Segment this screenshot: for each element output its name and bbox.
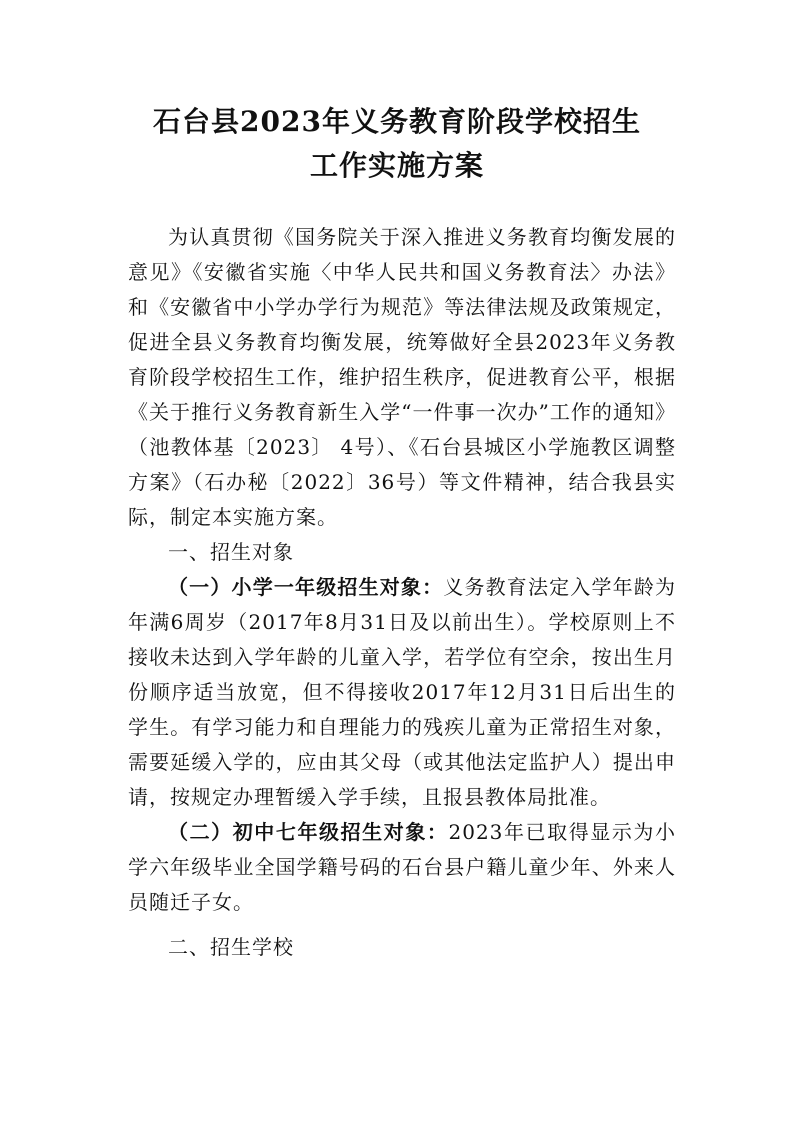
paragraph-text-primary: 义务教育法定入学年龄为年满6周岁（2017年8月31日及以前出生）。学校原则上不接收未达到入学年龄的儿童入学，若学位有空余，按出生月份顺序适当放宽，但不得接收2017年12月31日后出生的学生。有学习能力和自理能力的残疾儿童为正常招生对象，需要延缓入学的，应由其父母（或其他法定监护人）提出申请，按规定办理暂缓入学手续，且报县教体局批准。 (128, 575, 677, 809)
document-title-line-2: 工作实施方案 (309, 149, 484, 182)
document-title-line-1: 石台县2023年义务教育阶段学校招生 (153, 105, 641, 138)
paragraph-lead-junior: （二）初中七年级招生对象： (168, 820, 449, 844)
section-heading-enrollment-schools: 二、招生学校 (168, 935, 294, 959)
paragraph-primary-enrollment (128, 570, 676, 815)
paragraph-text-junior: 2023年已取得显示为小学六年级毕业全国学籍号码的石台县户籍儿童少年、外来人员随迁子女。 (128, 820, 677, 914)
section-heading-enrollment-targets: 一、招生对象 (168, 540, 294, 564)
paragraph-lead-primary: （一）小学一年级招生对象： (168, 575, 444, 599)
paragraph-junior-enrollment (128, 815, 676, 920)
document-title (0, 100, 794, 188)
intro-paragraph: 为认真贯彻《国务院关于深入推进义务教育均衡发展的意见》《安徽省实施〈中华人民共和国义务教育法〉办法》和《安徽省中小学办学行为规范》等法律法规及政策规定，促进全县义务教育均衡发展，统筹做好全县2023年义务教育阶段学校招生工作，维护招生秩序，促进教育公平，根据《关于推行义务教育新生入学“一件事一次办”工作的通知》（池教体基〔2023〕 4号）、《石台县城区小学施教区调整方案》（石办秘〔2022〕36号）等文件精神，结合我县实际，制定本实施方案。 (128, 225, 676, 529)
document-body (128, 220, 676, 965)
